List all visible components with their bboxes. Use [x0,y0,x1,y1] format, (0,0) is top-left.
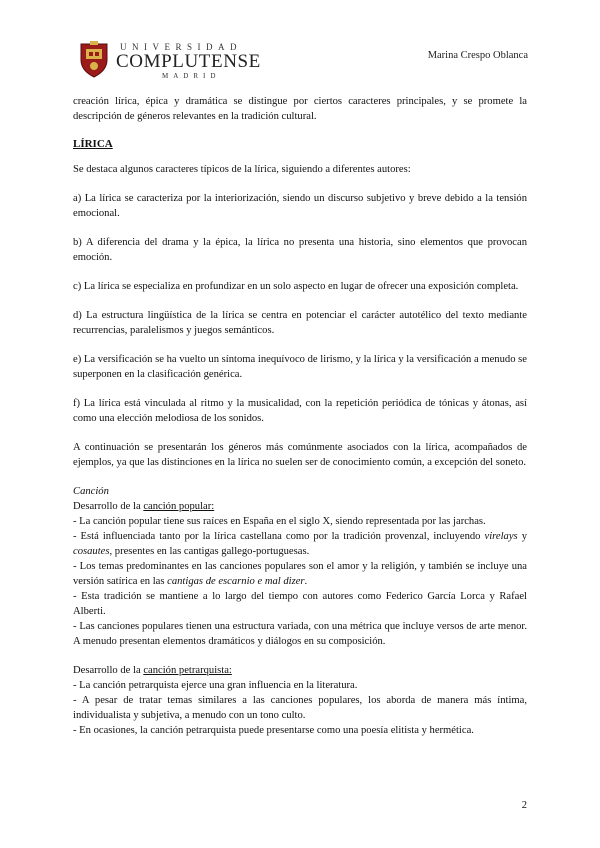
petrarquista-line: - La canción petrarquista ejerce una gran influencia en la literatura. [73,680,358,691]
petrarquista-heading [73,663,527,678]
university-logo [78,40,261,84]
list-item: d) La estructura lingüística de la lírica se centra en potenciar el carácter autotélico del texto mediante recurrencias, paralelismos y juegos semánticos. [73,310,527,336]
popular-line: - Esta tradición se mantiene a lo largo del tiempo con autores como Federico García Lorca y Rafael Alberti. [73,591,527,617]
list-item: b) A diferencia del drama y la épica, la lírica no presenta una historia, sino elementos que provocan emoción. [73,237,527,263]
petrarquista-link: canción petrarquista: [143,665,232,676]
popular-line [73,559,527,589]
popular-line: - Las canciones populares tienen una estructura variada, con una métrica que incluye versos de arte menor. A menudo presentan elementos dramáticos y diálogos en su composición. [73,621,527,647]
subsection-title: Canción [73,486,109,497]
author-name: Marina Crespo Oblanca [427,50,528,61]
logo-main-text: COMPLUTENSE [116,51,261,72]
text-span: - Está influenciada tanto por la lírica castellana como por la tradición provenzal, incluyendo [73,531,485,542]
popular-heading [73,499,527,514]
text-span: - Los temas predominantes en las canciones populares son el amor y la religión, y también se incluye una versión satírica en las [73,561,527,587]
intro-paragraph: creación lírica, épica y dramática se distingue por ciertos caracteres principales, y se promete la descripción de géneros relevantes en la tradición cultural. [73,96,527,122]
list-item: f) La lírica está vinculada al ritmo y la musicalidad, con la repetición periódica de tónicas y átonas, así como una elección melodiosa de los sonidos. [73,398,527,424]
popular-line: - La canción popular tiene sus raíces en España en el siglo X, siendo representada por las jarchas. [73,516,486,527]
text-span: cosautes [73,546,110,557]
logo-top-text: UNIVERSIDAD [120,42,242,52]
document-body [73,94,527,738]
petrarquista-prefix: Desarrollo de la [73,665,144,676]
popular-link: canción popular: [143,501,215,512]
university-seal-icon [78,40,110,78]
logo-bottom-text: MADRID [162,72,221,80]
popular-prefix: Desarrollo de la [73,501,144,512]
petrarquista-line: - En ocasiones, la canción petrarquista puede presentarse como una poesía elitista y hermética. [73,725,474,736]
text-span: cantigas de escarnio e mal dizer [167,576,305,587]
list-item: c) La lírica se especializa en profundizar en un solo aspecto en lugar de ofrecer una exposición completa. [73,281,519,292]
page-number: 2 [521,800,527,811]
list-item: a) La lírica se caracteriza por la interiorización, siendo un discurso subjetivo y breve debido a la tensión emocional. [73,193,527,219]
text-span: . [304,576,308,587]
petrarquista-line: - A pesar de tratar temas similares a las canciones populares, los aborda de manera más íntima, individualista y subjetiva, a menudo con un tono culto. [73,695,527,721]
page-header [78,40,528,84]
lead-paragraph: Se destaca algunos caracteres típicos de la lírica, siguiendo a diferentes autores: [73,164,411,175]
text-span: , presentes en las cantigas gallego-portuguesas. [109,546,310,557]
section-heading: LÍRICA [73,138,113,150]
popular-line [73,529,527,559]
text-span: y [517,531,528,542]
continuation-paragraph: A continuación se presentarán los géneros más comúnmente asociados con la lírica, acompañados de ejemplos, ya que las distinciones en la lírica no suelen ser de conocimiento común, a excepción del soneto. [73,442,527,468]
text-span: virelays [484,531,518,542]
list-item: e) La versificación se ha vuelto un síntoma inequívoco de lirismo, y la lírica y la versificación a menudo se superponen en la clasificación genérica. [73,354,527,380]
